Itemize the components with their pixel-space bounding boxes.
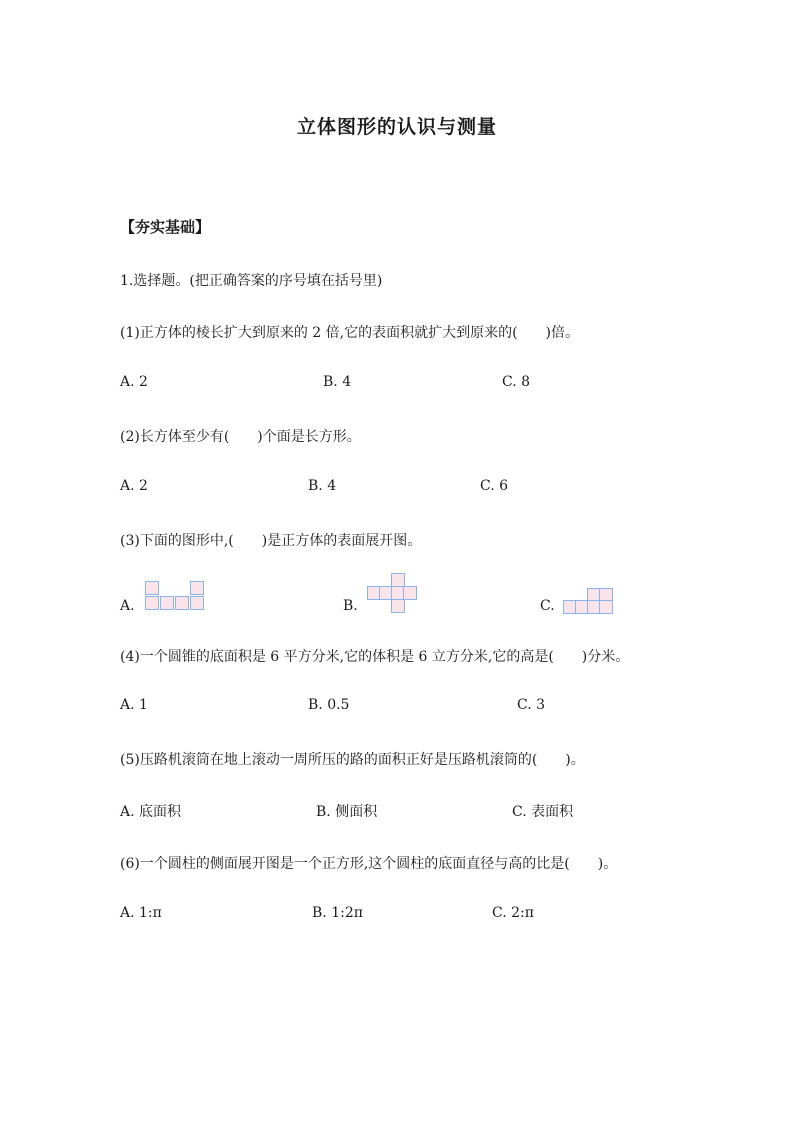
question-2-option-a: A. 2 bbox=[120, 478, 148, 494]
question-4-stem: (4)一个圆锥的底面积是 6 平方分米,它的体积是 6 立方分米,它的高是( )分米。 bbox=[120, 649, 630, 665]
question-3-option-b: B. bbox=[343, 598, 358, 614]
question-2-option-c: C. 6 bbox=[480, 478, 509, 494]
question-2-stem: (2)长方体至少有( )个面是长方形。 bbox=[120, 429, 361, 445]
page-title: 立体图形的认识与测量 bbox=[296, 116, 497, 138]
question-3-option-c: C. bbox=[540, 598, 555, 614]
question-4-option-c: C. 3 bbox=[517, 697, 546, 713]
question-2-option-b: B. 4 bbox=[308, 478, 337, 494]
question-5-option-a: A. 底面积 bbox=[120, 804, 182, 820]
question-6-option-b: B. 1:2π bbox=[312, 905, 363, 921]
section-heading: 【夯实基础】 bbox=[120, 218, 211, 236]
question-1-option-a: A. 2 bbox=[120, 374, 148, 390]
question-4-option-a: A. 1 bbox=[120, 697, 148, 713]
question-1-stem: (1)正方体的棱长扩大到原来的 2 倍,它的表面积就扩大到原来的( )倍。 bbox=[120, 325, 580, 341]
question-1-option-c: C. 8 bbox=[502, 374, 531, 390]
question-3-stem: (3)下面的图形中,( )是正方体的表面展开图。 bbox=[120, 533, 422, 549]
question-3-option-a: A. bbox=[120, 598, 135, 614]
question-5-option-c: C. 表面积 bbox=[512, 804, 574, 820]
question-6-stem: (6)一个圆柱的侧面展开图是一个正方形,这个圆柱的底面直径与高的比是( )。 bbox=[120, 856, 618, 872]
question-6-option-a: A. 1:π bbox=[120, 905, 162, 921]
question-5-stem: (5)压路机滚筒在地上滚动一周所压的路的面积正好是压路机滚筒的( )。 bbox=[120, 752, 585, 768]
question-1-option-b: B. 4 bbox=[323, 374, 352, 390]
question-6-option-c: C. 2:π bbox=[492, 905, 534, 921]
question-5-option-b: B. 侧面积 bbox=[316, 804, 378, 820]
instruction-text: 1.选择题。(把正确答案的序号填在括号里) bbox=[120, 273, 383, 289]
question-4-option-b: B. 0.5 bbox=[308, 697, 350, 713]
